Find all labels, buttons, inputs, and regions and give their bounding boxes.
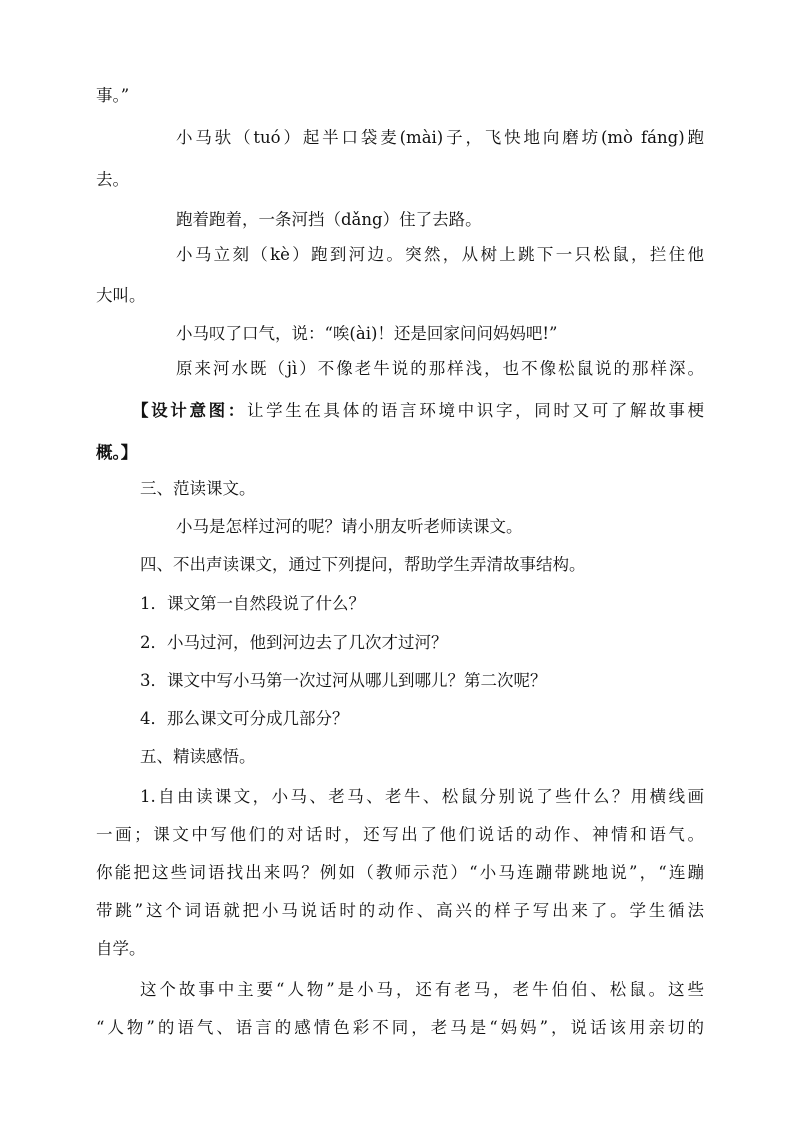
text-line: 事。” <box>96 86 130 105</box>
design-intent-text: 让学生在具体的语言环境中识字，同时又可了解故事梗 <box>246 401 705 420</box>
text-line: 自学。 <box>96 939 146 958</box>
text-line: 一画；课文中写他们的对话时，还写出了他们说话的动作、神情和语气。 <box>96 825 704 844</box>
list-item: 2．小马过河，他到河边去了几次才过河？ <box>140 633 448 652</box>
text-line: 1.自由读课文，小马、老马、老牛、松鼠分别说了些什么？用横线画 <box>140 787 704 806</box>
text-line: 跑着跑着，一条河挡（dǎng）住了去路。 <box>176 210 482 229</box>
text-line: 大叫。 <box>96 286 146 305</box>
text-line: 你能把这些词语找出来吗？例如（教师示范）“小马连蹦带跳地说”，“连蹦 <box>96 863 704 882</box>
text-line: 小马是怎样过河的呢？请小朋友听老师读课文。 <box>176 517 523 536</box>
text-line: “人物”的语气、语言的感情色彩不同，老马是“妈妈”，说话该用亲切的 <box>96 1018 704 1037</box>
text-line: 小马叹了口气，说：“唉(ài)！还是回家问问妈妈吧!” <box>176 324 558 343</box>
text-line: 小马驮（tuó）起半口袋麦(mài)子，飞快地向磨坊(mò fáng)跑 <box>176 128 704 147</box>
text-line: 去。 <box>96 170 129 189</box>
text-line: 这个故事中主要“人物”是小马，还有老马，老牛伯伯、松鼠。这些 <box>140 980 704 999</box>
list-item: 4．那么课文可分成几部分？ <box>140 709 349 728</box>
text-line: 概。】 <box>96 443 138 462</box>
section-heading: 三、范读课文。 <box>140 479 256 498</box>
design-intent-label: 【设计意图： <box>132 401 247 420</box>
text-line: 带跳”这个词语就把小马说话时的动作、高兴的样子写出来了。学生循法 <box>96 901 704 920</box>
list-item: 1．课文第一自然段说了什么？ <box>140 594 365 613</box>
design-intent-line <box>132 399 704 423</box>
list-item: 3．课文中写小马第一次过河从哪儿到哪儿？第二次呢？ <box>140 671 547 690</box>
section-heading: 四、不出声读课文，通过下列提问，帮助学生弄清故事结构。 <box>140 555 586 574</box>
section-heading: 五、精读感悟。 <box>140 747 256 766</box>
text-line: 小马立刻（kè）跑到河边。突然，从树上跳下一只松鼠，拦住他 <box>176 245 704 264</box>
text-line: 原来河水既（jì）不像老牛说的那样浅，也不像松鼠说的那样深。 <box>176 359 704 378</box>
